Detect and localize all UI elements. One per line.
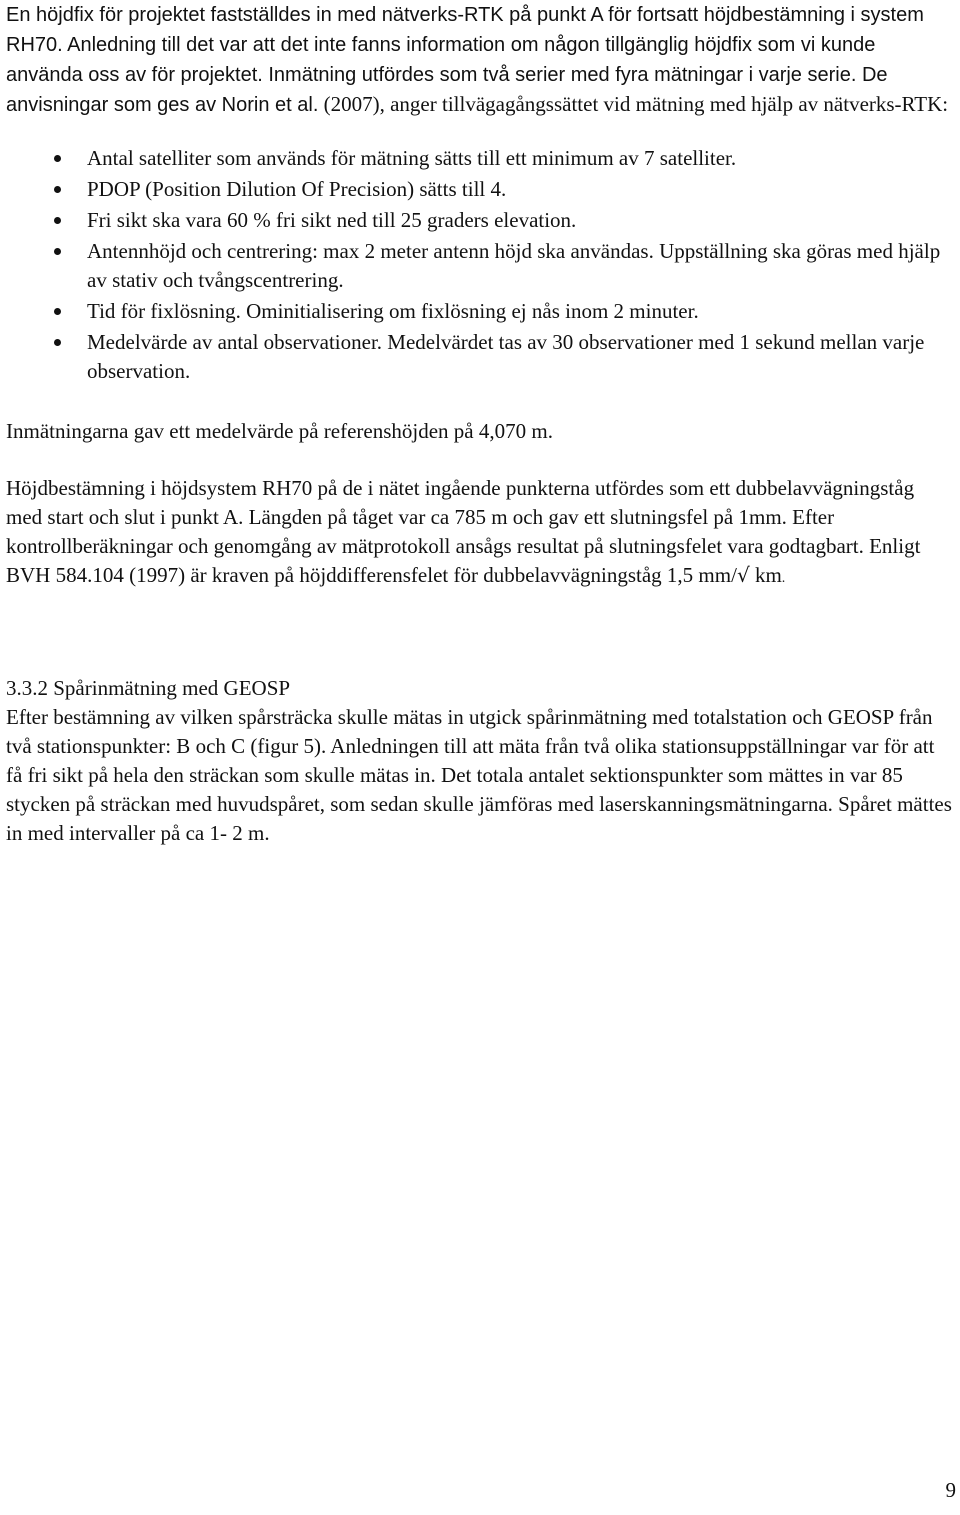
section-heading: 3.3.2 Spårinmätning med GEOSP: [6, 676, 291, 700]
page-number: 9: [945, 1478, 956, 1502]
intro-paragraph: [6, 0, 954, 120]
intro-sans-text: En höjdfix för projektet fastställdes in med nätverks-RTK på punkt A för fortsatt höjdbestämning i system RH70. Anledning till det var att det inte fanns information om någon tillgänglig höjdfix som vi kunde använda oss av för projektet. Inmätning utfördes som två serier med fyra mätningar i varje serie. De anvisningar som ges av Norin et al.: [6, 4, 924, 116]
list-item-text: Antennhöjd och centrering: max 2 meter antenn höjd ska användas. Uppställning ska göras med hjälp av stativ och tvångscentrering.: [87, 239, 941, 292]
list-item: [6, 328, 954, 386]
intro-serif-text: (2007), anger tillvägagångssättet vid mätning med hjälp av nätverks-RTK:: [318, 92, 949, 116]
bullet-dot-icon: [54, 308, 61, 315]
section-body-paragraph: Efter bestämning av vilken spårsträcka skulle mätas in utgick spårinmätning med totalstation och GEOSP från två stationspunkter: B och C (figur 5). Anledningen till att mäta från två olika stationsuppställningar var för att få fri sikt på hela den sträckan som skulle mätas in. Det totala antalet sektionspunkter som mättes in var 85 stycken på sträckan med huvudspåret, som sedan skulle jämföras med laserskanningsmätningarna. Spåret mättes in med intervaller på ca 1- 2 m.: [6, 705, 952, 845]
list-item-text: Tid för fixlösning. Ominitialisering om fixlösning ej nås inom 2 minuter.: [87, 299, 699, 323]
leveling-paragraph: [6, 474, 954, 593]
bullet-dot-icon: [54, 217, 61, 224]
list-item-text: Medelvärde av antal observationer. Medelvärdet tas av 30 observationer med 1 sekund mellan varje observation.: [87, 330, 925, 383]
bullet-dot-icon: [54, 339, 61, 346]
leveling-end-period: .: [781, 571, 786, 586]
list-item: [6, 237, 954, 295]
list-item: [6, 297, 954, 326]
list-item-text: Antal satelliter som används för mätning sätts till ett minimum av 7 satelliter.: [87, 146, 737, 170]
rtk-guidelines-list: [6, 144, 954, 388]
bullet-dot-icon: [54, 248, 61, 255]
list-item: [6, 206, 954, 235]
list-item: [6, 175, 954, 204]
list-item: [6, 144, 954, 173]
square-root-icon: √: [736, 563, 750, 587]
list-item-text: PDOP (Position Dilution Of Precision) sätts till 4.: [87, 177, 507, 201]
leveling-unit: km: [749, 563, 782, 587]
result-paragraph: Inmätningarna gav ett medelvärde på referenshöjden på 4,070 m.: [6, 419, 553, 443]
leveling-text: Höjdbestämning i höjdsystem RH70 på de i nätet ingående punkterna utfördes som ett dubbelavvägningståg med start och slut i punkt A. Längden på tåget var ca 785 m och gav ett slutningsfel på 1mm. Efter kontrollberäkningar och genomgång av mätprotokoll ansågs resultat på slutningsfelet vara godtagbart. Enligt BVH 584.104 (1997) är kraven på höjddifferensfelet för dubbelavvägningståg 1,5 mm/: [6, 476, 921, 587]
bullet-dot-icon: [54, 155, 61, 162]
bullet-dot-icon: [54, 186, 61, 193]
list-item-text: Fri sikt ska vara 60 % fri sikt ned till 25 graders elevation.: [87, 208, 577, 232]
